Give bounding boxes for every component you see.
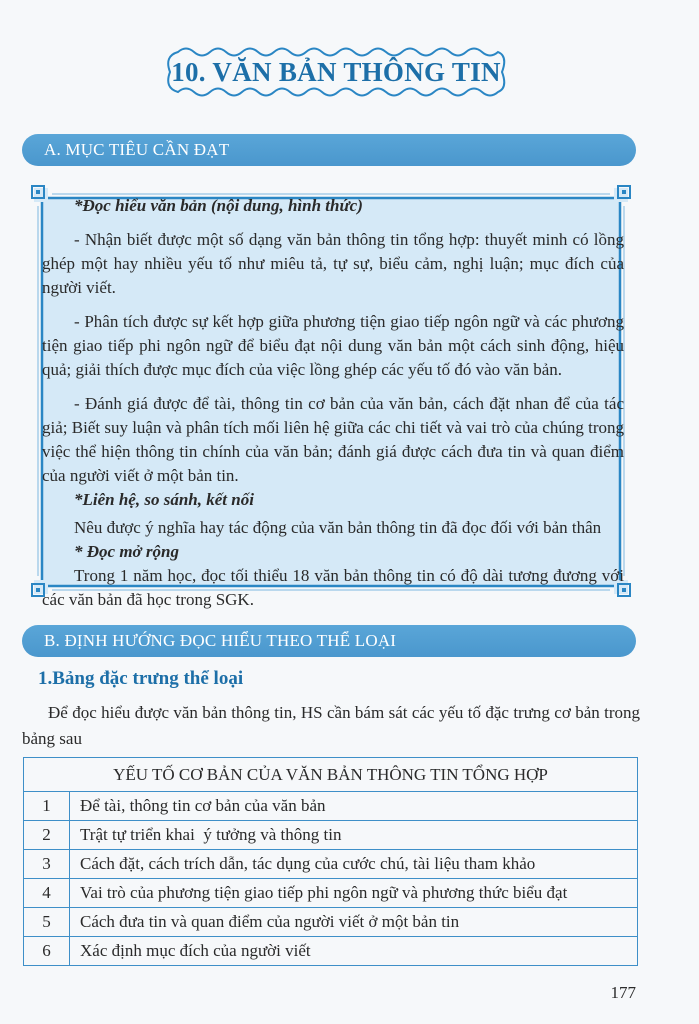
connect-heading: *Liên hệ, so sánh, kết nối [74, 490, 254, 509]
row-number: 2 [24, 821, 70, 850]
row-number: 5 [24, 908, 70, 937]
row-text: Vai trò của phương tiện giao tiếp phi ngôn ngữ và phương thức biểu đạt [70, 879, 638, 908]
reading-heading: *Đọc hiểu văn bản (nội dung, hình thức) [74, 196, 363, 215]
row-number: 1 [24, 792, 70, 821]
extend-heading: * Đọc mở rộng [74, 542, 179, 561]
lesson-title-banner [156, 42, 516, 102]
extend-text: Trong 1 năm học, đọc tối thiểu 18 văn bản thông tin có độ dài tương đương với các văn bản đã học trong SGK. [42, 566, 624, 609]
reading-point: - Phân tích được sự kết hợp giữa phương tiện giao tiếp ngôn ngữ và các phương tiện giao tiếp phi ngôn ngữ để biểu đạt nội dung văn bản một cách sinh động, hiệu quả; giải thích được mục đích của việc lồng ghép các yếu tố đó vào văn bản. [42, 312, 624, 379]
reading-point: - Nhận biết được một số dạng văn bản thông tin tổng hợp: thuyết minh có lồng ghép một hay nhiều yếu tố như miêu tả, tự sự, biểu cảm, nghị luận; mục đích của người viết. [42, 230, 624, 297]
table-row [24, 908, 638, 937]
lesson-title: 10. VĂN BẢN THÔNG TIN [171, 56, 501, 87]
features-table [23, 757, 638, 966]
table-row [24, 792, 638, 821]
connect-text: Nêu được ý nghĩa hay tác động của văn bản thông tin đã đọc đối với bản thân [74, 518, 602, 537]
table-header: YẾU TỐ CƠ BẢN CỦA VĂN BẢN THÔNG TIN TỔNG HỢP [24, 758, 638, 792]
section-a-heading: A. MỤC TIÊU CẦN ĐẠT [22, 134, 636, 166]
row-number: 6 [24, 937, 70, 966]
table-row [24, 821, 638, 850]
genre-table-heading: 1.Bảng đặc trưng thể loại [38, 668, 244, 689]
table-row [24, 850, 638, 879]
row-text: Cách đưa tin và quan điểm của người viết ở một bản tin [70, 908, 638, 937]
objectives-box [28, 184, 634, 609]
table-row [24, 879, 638, 908]
row-text: Cách đặt, cách trích dẫn, tác dụng của cước chú, tài liệu tham khảo [70, 850, 638, 879]
section-b-heading: B. ĐỊNH HƯỚNG ĐỌC HIỂU THEO THỂ LOẠI [22, 625, 636, 657]
table-row [24, 937, 638, 966]
reading-point: - Đánh giá được để tài, thông tin cơ bản của văn bản, cách đặt nhan để của tác giả; Biết suy luận và phân tích mối liên hệ giữa các chi tiết và vai trò của chúng trong việc thể hiện thông tin chính của văn bản; đánh giá được cách đưa tin và quan điểm của người viết ở một bản tin. [42, 394, 624, 485]
row-number: 3 [24, 850, 70, 879]
row-text: Để tài, thông tin cơ bản của văn bản [70, 792, 638, 821]
intro-paragraph [22, 700, 640, 752]
row-number: 4 [24, 879, 70, 908]
objectives-content [42, 194, 624, 612]
intro-text: Để đọc hiểu được văn bản thông tin, HS cần bám sát các yếu tố đặc trưng cơ bản trong bảng sau [22, 703, 640, 748]
page-number: 177 [610, 983, 636, 1002]
row-text: Trật tự triển khai ý tưởng và thông tin [70, 821, 638, 850]
row-text: Xác định mục đích của người viết [70, 937, 638, 966]
